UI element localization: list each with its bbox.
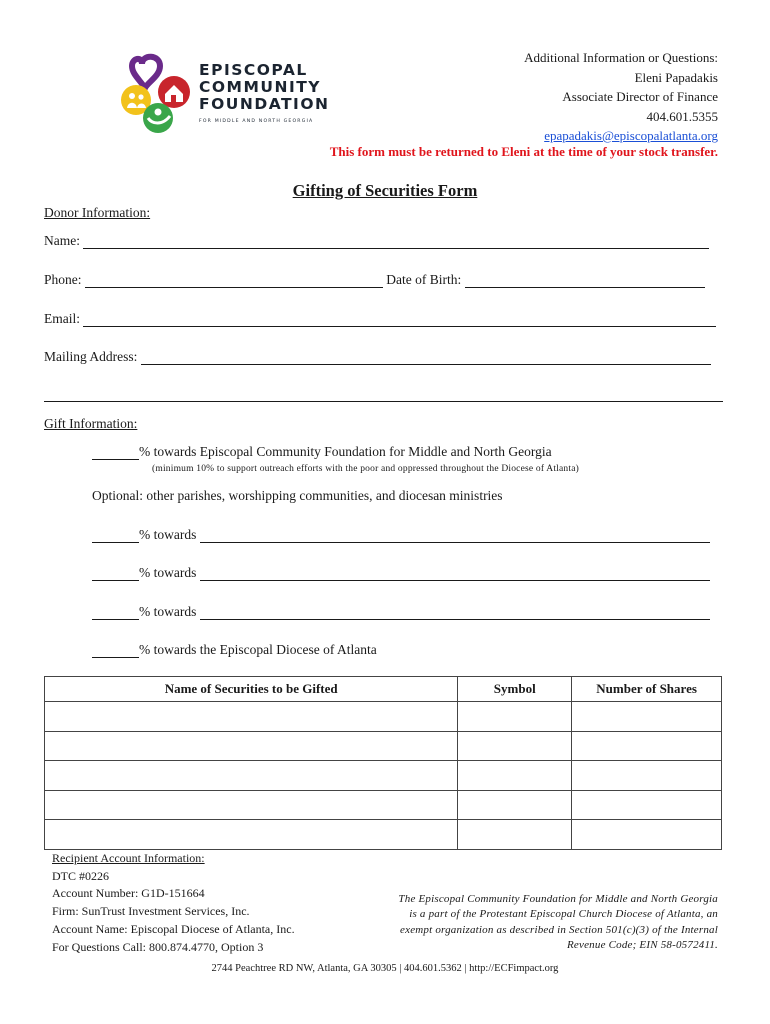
table-row bbox=[45, 761, 722, 791]
recipient-dtc: DTC #0226 bbox=[52, 868, 109, 883]
logo-wordmark: EPISCOPAL COMMUNITY FOUNDATION bbox=[199, 61, 330, 113]
symbol-cell[interactable] bbox=[458, 820, 572, 850]
security-name-cell[interactable] bbox=[45, 790, 458, 820]
name-row: Name: bbox=[44, 233, 709, 249]
email-row: Email: bbox=[44, 311, 716, 327]
diocese-percent-row: % towards the Episcopal Diocese of Atlanta bbox=[92, 642, 377, 658]
contact-heading: Additional Information or Questions: bbox=[524, 50, 718, 65]
recipient-firm: Firm: SunTrust Investment Services, Inc. bbox=[52, 904, 250, 919]
contact-block bbox=[524, 48, 718, 146]
security-name-cell[interactable] bbox=[45, 702, 458, 732]
securities-table bbox=[44, 676, 722, 850]
table-row bbox=[45, 820, 722, 850]
address-row-2 bbox=[44, 389, 723, 402]
security-name-cell[interactable] bbox=[45, 731, 458, 761]
shares-cell[interactable] bbox=[572, 790, 722, 820]
email-field[interactable] bbox=[83, 314, 716, 327]
symbol-cell[interactable] bbox=[458, 731, 572, 761]
address-field[interactable] bbox=[141, 352, 711, 365]
other-percent-field-2[interactable] bbox=[92, 568, 139, 581]
other-recipient-field-2[interactable] bbox=[200, 568, 710, 581]
other-recipient-field-3[interactable] bbox=[200, 607, 710, 620]
recipient-questions: For Questions Call: 800.874.4770, Option 3 bbox=[52, 939, 264, 954]
symbol-cell[interactable] bbox=[458, 761, 572, 791]
other-recipient-field-1[interactable] bbox=[200, 530, 710, 543]
form-title: Gifting of Securities Form bbox=[292, 181, 478, 200]
logo-tagline: FOR MIDDLE AND NORTH GEORGIA bbox=[199, 119, 314, 124]
dob-field[interactable] bbox=[465, 275, 705, 288]
address-row: Mailing Address: bbox=[44, 349, 711, 365]
header-symbol: Symbol bbox=[458, 677, 572, 702]
recipient-account-name: Account Name: Episcopal Diocese of Atlanta, Inc. bbox=[52, 921, 295, 936]
other-ministry-row-3: % towards bbox=[92, 604, 710, 620]
shares-cell[interactable] bbox=[572, 702, 722, 732]
shares-cell[interactable] bbox=[572, 731, 722, 761]
table-row bbox=[45, 790, 722, 820]
footer-contact: 2744 Peachtree RD NW, Atlanta, GA 30305 | 404.601.5362 | http://ECFimpact.org bbox=[211, 963, 559, 974]
diocese-percent-field[interactable] bbox=[92, 645, 139, 658]
table-row bbox=[45, 702, 722, 732]
shares-cell[interactable] bbox=[572, 761, 722, 791]
contact-phone: 404.601.5355 bbox=[646, 108, 718, 124]
ecf-percent-row: % towards Episcopal Community Foundation for Middle and North Georgia bbox=[92, 444, 552, 460]
symbol-cell[interactable] bbox=[458, 790, 572, 820]
security-name-cell[interactable] bbox=[45, 820, 458, 850]
header-security-name: Name of Securities to be Gifted bbox=[45, 677, 458, 702]
contact-email-link[interactable]: epapadakis@episcopalatlanta.org bbox=[544, 128, 718, 143]
contact-name: Eleni Papadakis bbox=[634, 69, 718, 85]
recipient-account-number: Account Number: G1D-151664 bbox=[52, 886, 205, 901]
ecf-percent-field[interactable] bbox=[92, 447, 139, 460]
contact-role: Associate Director of Finance bbox=[562, 89, 718, 104]
ecf-minimum-note: (minimum 10% to support outreach efforts with the poor and oppressed throughout the Diocese of Atlanta) bbox=[152, 464, 579, 474]
return-notice: This form must be returned to Eleni at the time of your stock transfer. bbox=[329, 144, 718, 159]
optional-label: Optional: other parishes, worshipping communities, and diocesan ministries bbox=[92, 488, 503, 503]
other-ministry-row-2: % towards bbox=[92, 565, 710, 581]
phone-field[interactable] bbox=[85, 275, 383, 288]
other-percent-field-3[interactable] bbox=[92, 607, 139, 620]
symbol-cell[interactable] bbox=[458, 702, 572, 732]
address-field-2[interactable] bbox=[44, 389, 723, 402]
other-percent-field-1[interactable] bbox=[92, 530, 139, 543]
table-row bbox=[45, 731, 722, 761]
recipient-account-info bbox=[52, 850, 295, 956]
donor-section-label: Donor Information: bbox=[44, 205, 151, 220]
shares-cell[interactable] bbox=[572, 820, 722, 850]
recipient-heading: Recipient Account Information: bbox=[52, 851, 205, 865]
phone-dob-row: Phone: Date of Birth: bbox=[44, 272, 705, 288]
gift-section-label: Gift Information: bbox=[44, 416, 138, 431]
name-field[interactable] bbox=[83, 236, 709, 249]
tax-exempt-disclaimer: The Episcopal Community Foundation for Middle and North Georgia is a part of the Protestant Episcopal Church Diocese of Atlanta, an exempt organization as described in Section 501(c)(3) of the Internal Revenue Code; EIN 58-0572411. bbox=[398, 893, 718, 952]
table-header-row bbox=[45, 677, 722, 702]
other-ministry-row-1: % towards bbox=[92, 527, 710, 543]
header-shares: Number of Shares bbox=[572, 677, 722, 702]
security-name-cell[interactable] bbox=[45, 761, 458, 791]
